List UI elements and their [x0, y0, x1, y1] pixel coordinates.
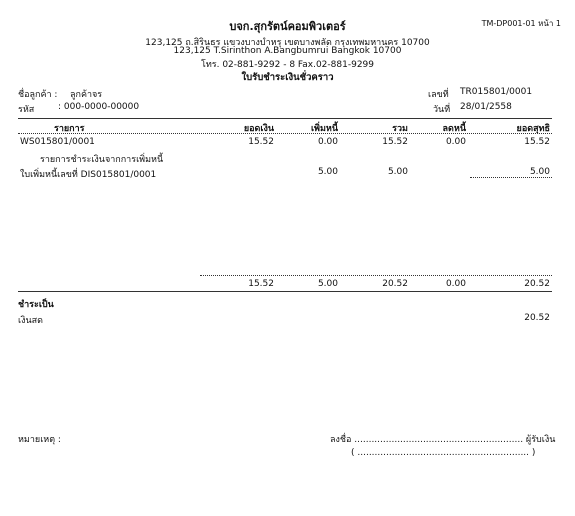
address-thai: 123,125 ถ.สิรินธร แขวงบางบำหรุ เขตบางพลัด กรุงเทพมหานคร 10700	[145, 38, 430, 48]
customer-name: ลูกค้าจร	[70, 90, 103, 100]
table-row-total: 5.00	[387, 167, 408, 177]
col-header-reduce: ลดหนี้	[442, 124, 466, 134]
doc-date: 28/01/2558	[460, 102, 512, 112]
table-row-amount: 15.52	[248, 137, 274, 147]
signer-name-line: ( ............................................................ )	[351, 448, 536, 458]
table-row-net: 5.00	[529, 167, 550, 177]
col-header-net: ยอดสุทธิ	[516, 124, 550, 134]
col-header-total: รวม	[392, 124, 408, 134]
table-row-add: 5.00	[317, 167, 338, 177]
table-header-rule	[18, 133, 552, 134]
payment-label: ชำระเป็น	[18, 300, 54, 310]
table-row-net: 15.52	[524, 137, 550, 147]
customer-code: : 000-0000-00000	[58, 102, 140, 112]
total-add: 5.00	[317, 279, 338, 289]
table-row-item: WS015801/0001	[20, 137, 95, 147]
table-row-reduce: 0.00	[445, 137, 466, 147]
doc-no-label: เลขที่	[428, 90, 449, 100]
col-header-amount: ยอดเงิน	[243, 124, 274, 134]
customer-code-label: รหัส	[18, 105, 35, 115]
col-header-add: เพิ่มหนี้	[310, 124, 338, 134]
total-total: 20.52	[382, 279, 408, 289]
totals-bottom-rule	[18, 291, 552, 292]
company-name: บจก.สุกรัตน์คอมพิวเตอร์	[229, 20, 346, 33]
table-row-item: ใบเพิ่มหนี้เลขที่ DIS015801/0001	[20, 170, 157, 180]
payment-method: เงินสด	[18, 316, 43, 326]
document-title: ใบรับชำระเงินชั่วคราว	[241, 72, 334, 83]
net-subtotal-rule	[470, 177, 552, 178]
col-header-item: รายการ	[54, 124, 85, 134]
payment-amount: 20.52	[524, 313, 550, 323]
table-row-add: 0.00	[317, 137, 338, 147]
total-reduce: 0.00	[445, 279, 466, 289]
totals-top-rule	[200, 275, 552, 276]
customer-name-label: ชื่อลูกค้า :	[18, 90, 58, 100]
total-amount: 15.52	[248, 279, 274, 289]
doc-date-label: วันที่	[433, 105, 451, 115]
table-row-item: รายการชำระเงินจากการเพิ่มหนี้	[40, 155, 164, 165]
table-row-total: 15.52	[382, 137, 408, 147]
phone-fax: โทร. 02-881-9292 - 8 Fax.02-881-9299	[201, 60, 374, 70]
address-english: 123,125 T.Sirinthon A.Bangbumrui Bangkok 10700	[173, 46, 402, 56]
doc-no: TR015801/0001	[460, 87, 533, 97]
signature-line: ลงชื่อ ........................................................... ผู้รับเงิน	[330, 435, 556, 445]
total-net: 20.52	[524, 279, 550, 289]
table-top-rule	[18, 118, 552, 119]
remark-label: หมายเหตุ :	[18, 435, 61, 445]
form-code: TM-DP001-01 หน้า 1	[481, 19, 561, 28]
